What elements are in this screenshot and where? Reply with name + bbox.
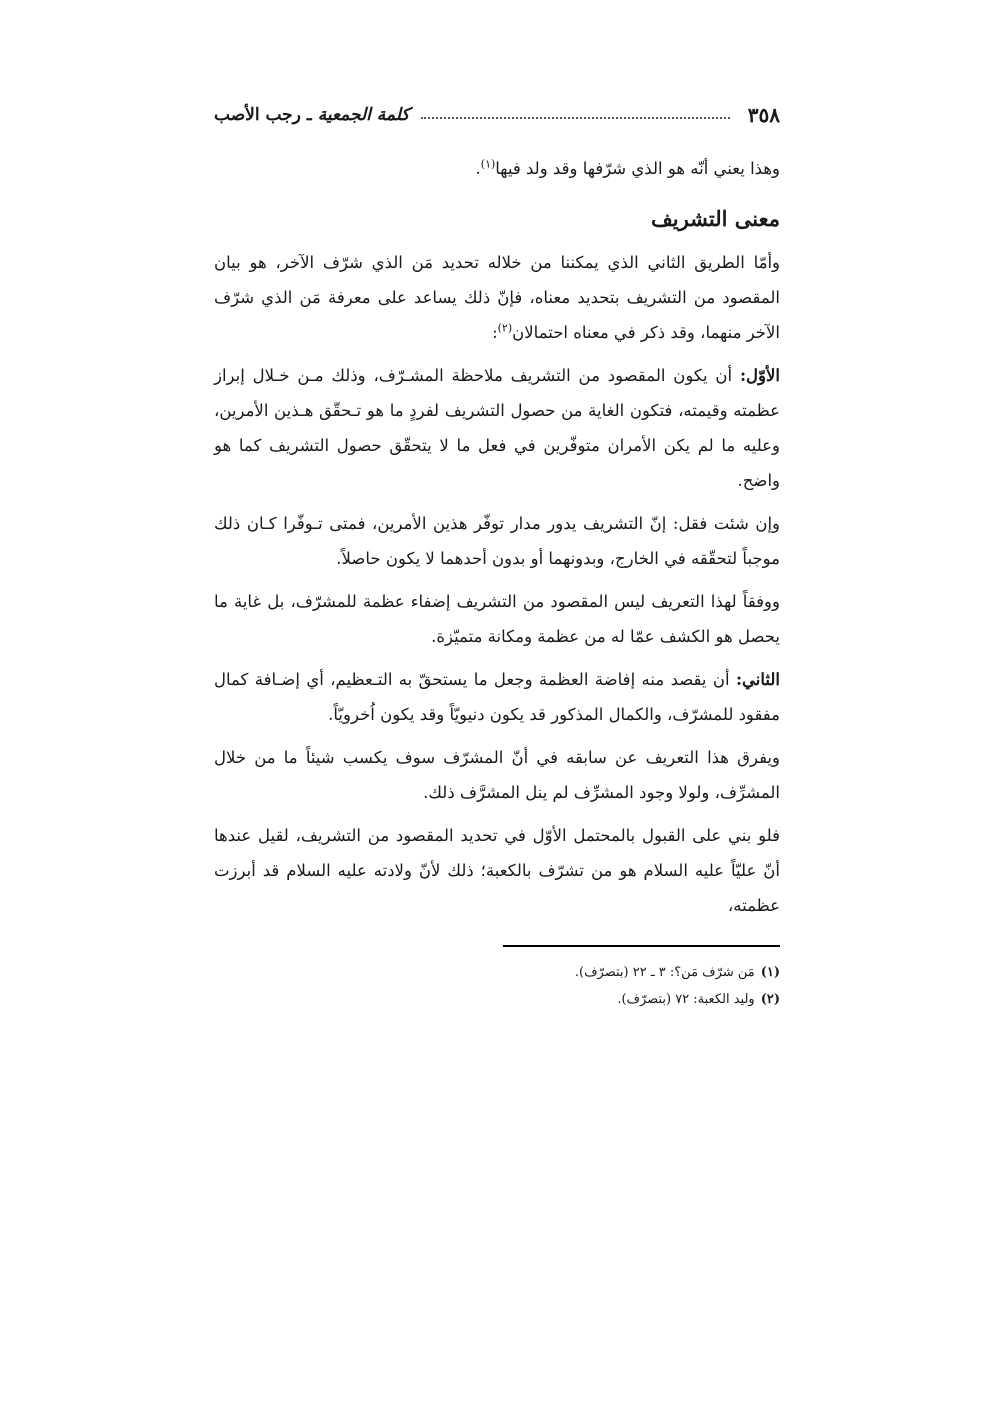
footnote-1: (١)مَن شرّف مَن؟: ٣ ـ ٢٢ (بتصرّف). [574,965,780,980]
paragraph-4: ووفقاً لهذا التعريف ليس المقصود من التشريف إضفاء عظمة للمشرّف، بل غاية ما يحصل هو الكشف عمّا له من عظمة ومكانة متميّزة. [214,592,780,646]
paragraph-first-meaning: الأوّل: أن يكون المقصود من التشريف ملاحظة المشـرّف، وذلك مـن خـلال إبراز عظمته وقيمته، فتكون الغاية من حصول التشريف لفردٍ ما هو تـحقّق هـذين الأمرين، وعليه ما لم يكن الأمران متوفّرين في فعل ما لا يتحقّق حصول التشريف كما هو واضح. [214,366,780,490]
second-meaning-label: الثاني: [735,670,780,689]
page-header [214,95,780,135]
paragraph-6: ويفرق هذا التعريف عن سابقه في أنّ المشرّف سوف يكسب شيئاً ما من خلال المشرِّف، ولولا وجود المشرِّف لم ينل المشرَّف ذلك. [214,748,780,802]
paragraph-second-meaning: الثاني: أن يقصد منه إفاضة العظمة وجعل ما يستحقّ به التـعظيم، أي إضـافة كمال مفقود للمشرّف، والكمال المذكور قد يكون دنيويّاً وقد يكون اُخرويّاً. [214,670,780,724]
first-meaning-label: الأوّل: [739,366,780,385]
intro-line: وهذا يعني أنّه هو الذي شرّفها وقد ولد فيها$^{(١)}$. [475,157,780,178]
page-number: ٣٥٨ [747,103,780,127]
footnote-separator [503,945,780,947]
paragraph-7: فلو بني على القبول بالمحتمل الأوّل في تحديد المقصود من التشريف، لقيل عندها أنّ عليّاً عليه السلام هو من تشرّف بالكعبة؛ ذلك لأنّ ولادته عليه السلام قد أبرزت عظمته، [214,826,780,915]
issue-label: ـ رجب الأصب [214,105,312,125]
paragraph-3: وإن شئت فقل: إنّ التشريف يدور مدار توفّر هذين الأمرين، فمتى تـوفّرا كـان ذلك موجباً لتحقّقه في الخارج، وبدونهما أو بدون أحدهما لا يكون حاصلاً. [214,514,780,568]
header-dotted-leader [421,117,729,119]
paragraph-1: وأمّا الطريق الثاني الذي يمكننا من خلاله تحديد مَن الذي شرّف الآخر، هو بيان المقصود من التشريف بتحديد معناه، فإنّ ذلك يساعد على معرفة مَن الذي شرّف الآخر منهما، وقد ذكر في معناه احتمالان$^{(٢)}$: [214,253,780,342]
footnote-ref-2[interactable]: (٢) [497,321,513,335]
running-title [214,105,409,125]
journal-name: كلمة الجمعية [317,105,410,125]
footnote-ref-1[interactable]: (١) [480,157,496,171]
footnotes [214,959,780,1013]
document-page [214,95,780,1013]
section-title: معنى التشريف [650,206,780,231]
footnote-2: (٢)وليد الكعبة: ٧٢ (بتصرّف). [617,992,780,1007]
